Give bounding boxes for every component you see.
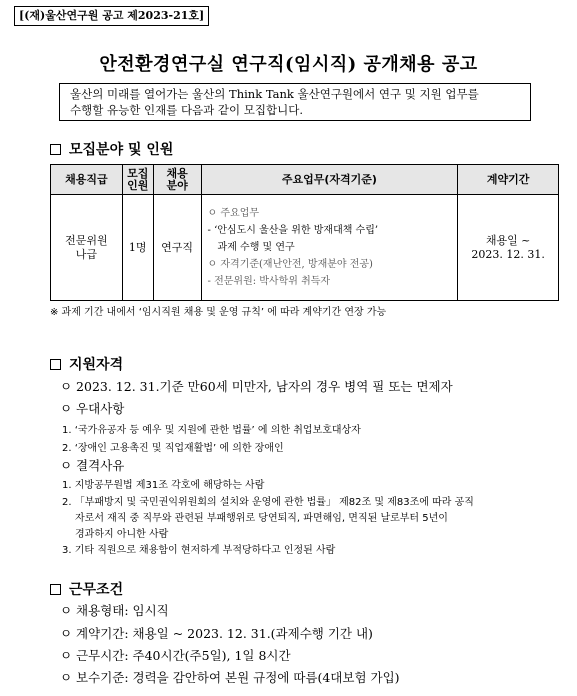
cell-position: 전문위원 나급: [51, 195, 123, 301]
cell-duties: [201, 195, 458, 301]
duty-line: ㅇ 주요업무: [207, 208, 260, 219]
list-item: 2. ‘장애인 고용촉진 및 직업재활법’ 에 의한 장애인: [62, 443, 284, 454]
list-item: 경과하지 아니한 사람: [75, 529, 169, 540]
duty-line: - ‘안심도시 울산을 위한 방재대책 수립’: [207, 225, 379, 236]
recruit-table: [50, 164, 559, 301]
list-item: ㅇ 채용형태: 임시직: [60, 603, 169, 618]
intro-line-1: 울산의 미래를 열어가는 울산의 Think Tank 울산연구원에서 연구 및 지원 업무를: [70, 87, 479, 101]
list-item: ㅇ 계약기간: 채용일 ~ 2023. 12. 31.(과제수행 기간 내): [60, 626, 373, 641]
header-field: 채용 분야: [153, 165, 201, 195]
notice-number: [(재)울산연구원 공고 제2023-21호]: [14, 6, 209, 26]
square-bullet-icon: [50, 359, 61, 370]
cell-field: 연구직: [153, 195, 201, 301]
square-bullet-icon: [50, 584, 61, 595]
list-item: ㅇ 보수기준: 경력을 감안하여 본원 규정에 따름(4대보험 가입): [60, 670, 400, 685]
header-count: 모집 인원: [122, 165, 153, 195]
table-row: [51, 195, 559, 301]
square-bullet-icon: [50, 144, 61, 155]
header-duties: 주요업무(자격기준): [201, 165, 458, 195]
recruit-section-heading: 모집분야 및 인원: [50, 139, 173, 159]
page-title: 안전환경연구실 연구직(임시직) 공개채용 공고: [99, 54, 478, 75]
duty-line: ㅇ 자격기준(재난안전, 방재분야 전공): [207, 259, 373, 270]
disqualification-heading: ㅇ 결격사유: [60, 458, 125, 473]
preference-heading: ㅇ 우대사항: [60, 401, 125, 416]
qualification-section-heading: 지원자격: [50, 354, 123, 374]
cell-count: 1명: [122, 195, 153, 301]
table-note: ※ 과제 기간 내에서 ‘임시직원 채용 및 운영 규칙’ 에 따라 계약기간 연장 가능: [50, 307, 387, 318]
list-item: 3. 기타 직원으로 채용함이 현저하게 부적당하다고 인정된 사람: [62, 545, 336, 556]
duty-line: - 전문위원: 박사학위 취득자: [207, 276, 331, 287]
intro-line-2: 수행할 유능한 인재를 다음과 같이 모집합니다.: [70, 103, 304, 117]
table-header-row: [51, 165, 559, 195]
duty-line: 과제 수행 및 연구: [217, 242, 295, 253]
conditions-section-heading: 근무조건: [50, 579, 123, 599]
list-item: 1. 지방공무원법 제31조 각호에 해당하는 사람: [62, 480, 265, 491]
list-item: 1. ‘국가유공자 등 예우 및 지원에 관한 법률’ 에 의한 취업보호대상자: [62, 425, 361, 436]
list-item: 2. 「부패방지 및 국민권익위원회의 설치와 운영에 관한 법률」 제82조 및 제83조에 따라 공직: [62, 497, 474, 508]
list-item: 자로서 재직 중 직무와 관련된 부패행위로 당연퇴직, 파면해임, 면직된 날로부터 5년이: [75, 513, 448, 524]
cell-period: 채용일 ~ 2023. 12. 31.: [458, 195, 559, 301]
header-position: 채용직급: [51, 165, 123, 195]
age-limit: ㅇ 2023. 12. 31.기준 만60세 미만자, 남자의 경우 병역 필 또는 면제자: [60, 379, 453, 394]
intro-box: [59, 83, 531, 121]
list-item: ㅇ 근무시간: 주40시간(주5일), 1일 8시간: [60, 648, 291, 663]
header-period: 계약기간: [458, 165, 559, 195]
